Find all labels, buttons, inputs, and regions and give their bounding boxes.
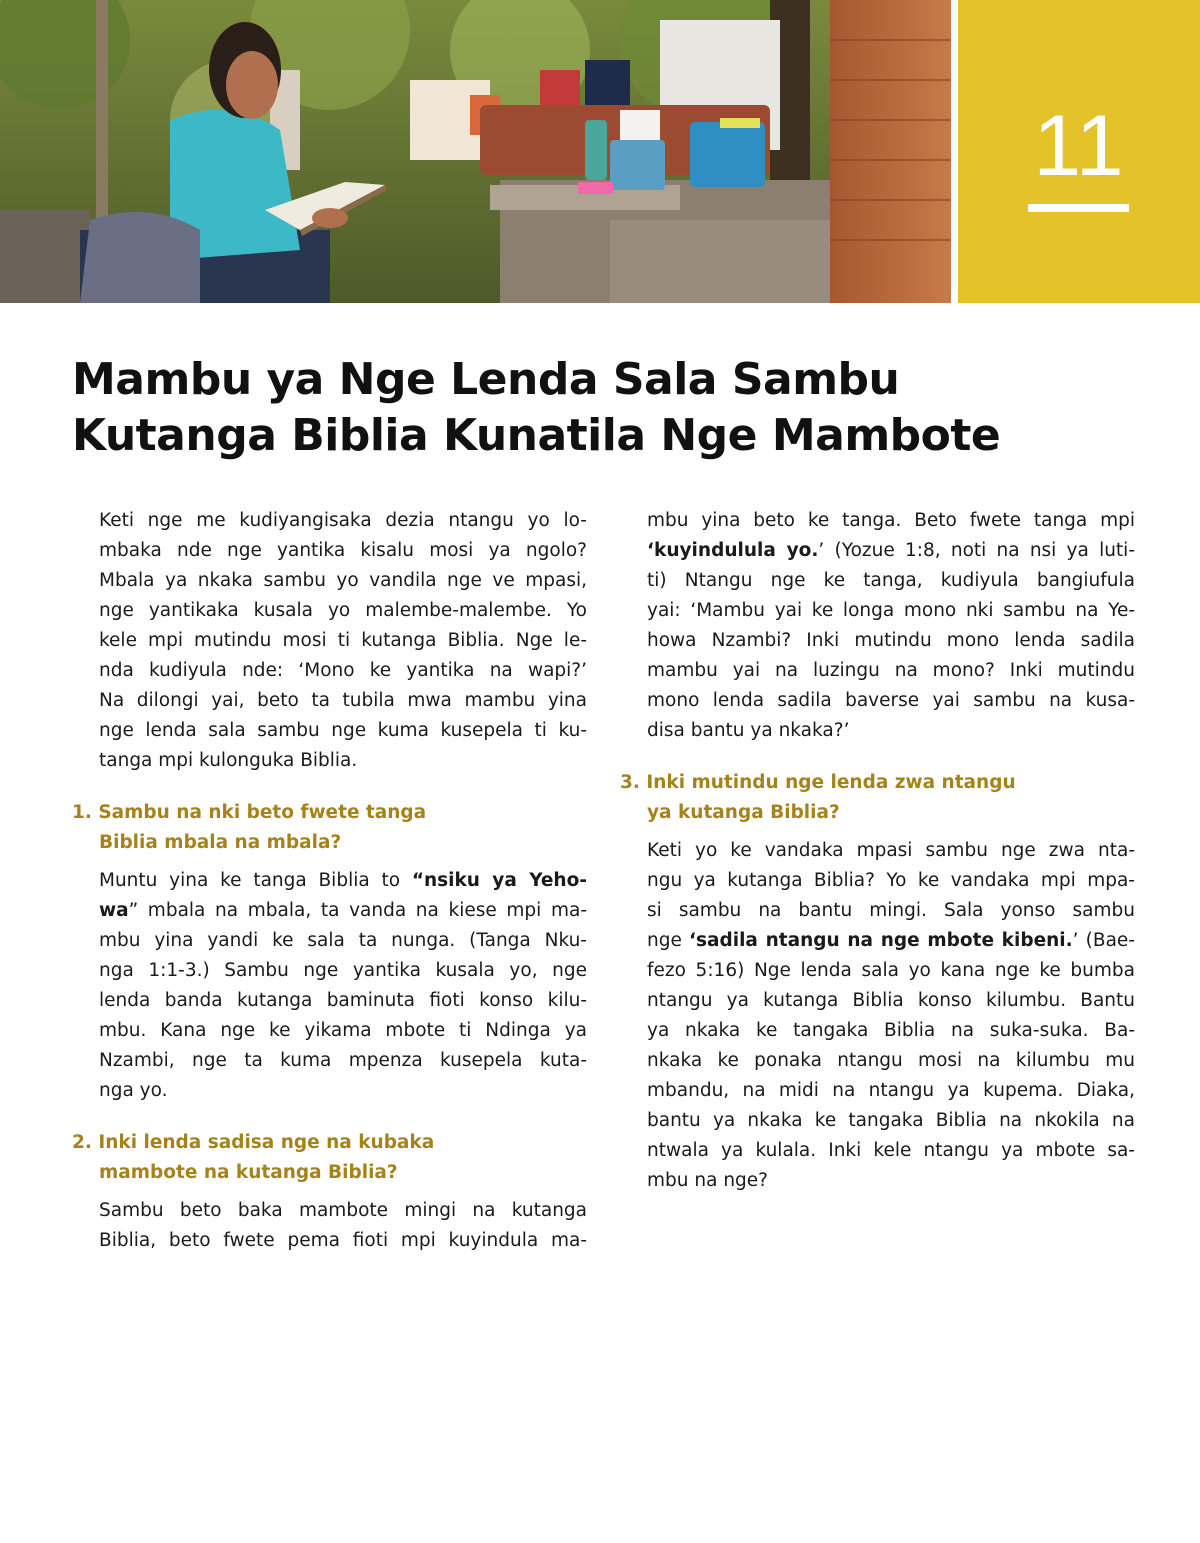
paragraph-line: Keti yo ke vandaka mpasi sambu nge zwa nta- [647, 840, 1135, 861]
bold-quote: ‘sadila ntangu na nge mbote kibeni. [688, 930, 1073, 951]
paragraph-line: howa Nzambi? Inki mutindu mono lenda sadila [647, 630, 1135, 651]
lesson-number-box [958, 0, 1200, 303]
paragraph-line: ya nkaka ke tangaka Biblia na suka-suka. Ba- [647, 1020, 1135, 1041]
paragraph-line: mbandu, na midi na ntangu ya kupema. Diaka, [647, 1080, 1135, 1101]
paragraph-line [647, 536, 1135, 566]
paragraph-line: yai: ‘Mambu yai ke longa mono nki sambu na Ye- [647, 600, 1135, 621]
bold-quote: wa [99, 900, 129, 921]
text-run: ” mbala na mbala, ta vanda na kiese mpi ma- [128, 900, 587, 921]
question-1-heading-line: 1. Sambu na nki beto fwete tanga [72, 802, 427, 823]
paragraph-line: ntangu ya kutanga Biblia konso kilumbu. Bantu [647, 990, 1135, 1011]
intro-line: mbaka nde nge yantika kisalu mosi ya ngolo? [99, 540, 587, 561]
paragraph-line: mbu. Kana nge ke yikama mbote ti Ndinga ya [99, 1020, 587, 1041]
paragraph-line [99, 866, 587, 896]
paragraph-line: mono lenda sadila baverse yai sambu na kusa- [647, 690, 1135, 711]
intro-line: Mbala ya nkaka sambu yo vandila nge ve mpasi, [99, 570, 587, 591]
question-3-heading [620, 768, 1135, 828]
hero-photo [0, 0, 951, 303]
intro-line: kele mpi mutindu mosi ti kutanga Biblia. Nge le- [99, 630, 587, 651]
intro-line: nge yantikaka kusala yo malembe-malembe. Yo [99, 600, 587, 621]
paragraph-line: ntwala ya kulala. Inki kele ntangu ya mbote sa- [647, 1140, 1135, 1161]
paragraph-line: ngu ya kutanga Biblia? Yo ke vandaka mpi mpa- [647, 870, 1135, 891]
question-2-heading-line: 2. Inki lenda sadisa nge na kubaka [72, 1132, 435, 1153]
question-1-heading-line: Biblia mbala na mbala? [99, 832, 342, 853]
bold-quote: “nsiku ya Yeho- [411, 870, 587, 891]
paragraph-line: mambu yai na luzingu na mono? Inki mutindu [647, 660, 1135, 681]
paragraph-line: lenda banda kutanga baminuta fioti konso kilu- [99, 990, 587, 1011]
paragraph-line: si sambu na bantu mingi. Sala yonso sambu [647, 900, 1135, 921]
paragraph-line: ti) Ntangu nge ke tanga, kudiyula bangiufula [647, 570, 1135, 591]
text-run: ’ (Bae- [1072, 930, 1135, 951]
intro-line: tanga mpi kulonguka Biblia. [99, 750, 358, 771]
paragraph-line: Nzambi, nge ta kuma mpenza kusepela kuta- [99, 1050, 587, 1071]
page-title [72, 352, 1072, 464]
right-column [620, 506, 1135, 1196]
paragraph-line: disa bantu ya nkaka?’ [647, 720, 850, 741]
question-2-paragraph-continued [647, 506, 1135, 746]
question-3-heading-line: ya kutanga Biblia? [647, 802, 840, 823]
intro-line: Na dilongi yai, beto ta tubila mwa mambu yina [99, 690, 587, 711]
lesson-number: 11 [1033, 98, 1125, 194]
bold-quote: ‘kuyindulula yo. [647, 540, 819, 561]
text-run: ’ (Yozue 1:8, noti na nsi ya luti- [818, 540, 1136, 561]
paragraph-line [647, 926, 1135, 956]
text-run: nge [647, 930, 689, 951]
paragraph-line: mbu yina yandi ke sala ta nunga. (Tanga Nku- [99, 930, 587, 951]
lesson-number-underline [1028, 204, 1129, 212]
paragraph-line: mbu na nge? [647, 1170, 768, 1191]
paragraph-line: nga 1:1-3.) Sambu nge yantika kusala yo, nge [99, 960, 587, 981]
paragraph-line [99, 896, 587, 926]
intro-paragraph [99, 506, 587, 776]
paragraph-line: Biblia, beto fwete pema fioti mpi kuyindula ma- [99, 1230, 587, 1251]
page-title-line-2: Kutanga Biblia Kunatila Nge Mambote [72, 410, 1001, 461]
paragraph-line: nga yo. [99, 1080, 168, 1101]
paragraph-line: Sambu beto baka mambote mingi na kutanga [99, 1200, 587, 1221]
question-3-paragraph [647, 836, 1135, 1196]
intro-line: Keti nge me kudiyangisaka dezia ntangu yo lo- [99, 510, 587, 531]
left-column [72, 506, 587, 1256]
question-2-heading-line: mambote na kutanga Biblia? [99, 1162, 398, 1183]
question-3-heading-line: 3. Inki mutindu nge lenda zwa ntangu [620, 772, 1016, 793]
question-2-paragraph [99, 1196, 587, 1256]
intro-line: nge lenda sala sambu nge kuma kusepela ti ku- [99, 720, 587, 741]
question-1-heading [72, 798, 587, 858]
paragraph-line: bantu ya nkaka ke tangaka Biblia na nkokila na [647, 1110, 1135, 1131]
paragraph-line: nkaka ke ponaka ntangu mosi na kilumbu mu [647, 1050, 1135, 1071]
page-title-line-1: Mambu ya Nge Lenda Sala Sambu [72, 354, 900, 405]
intro-line: nda kudiyula nde: ‘Mono ke yantika na wapi?’ [99, 660, 587, 681]
question-1-paragraph [99, 866, 587, 1106]
paragraph-line: mbu yina beto ke tanga. Beto fwete tanga mpi [647, 510, 1135, 531]
paragraph-line: fezo 5:16) Nge lenda sala yo kana nge ke bumba [647, 960, 1135, 981]
text-run: Muntu yina ke tanga Biblia to [99, 870, 412, 891]
question-2-heading [72, 1128, 587, 1188]
